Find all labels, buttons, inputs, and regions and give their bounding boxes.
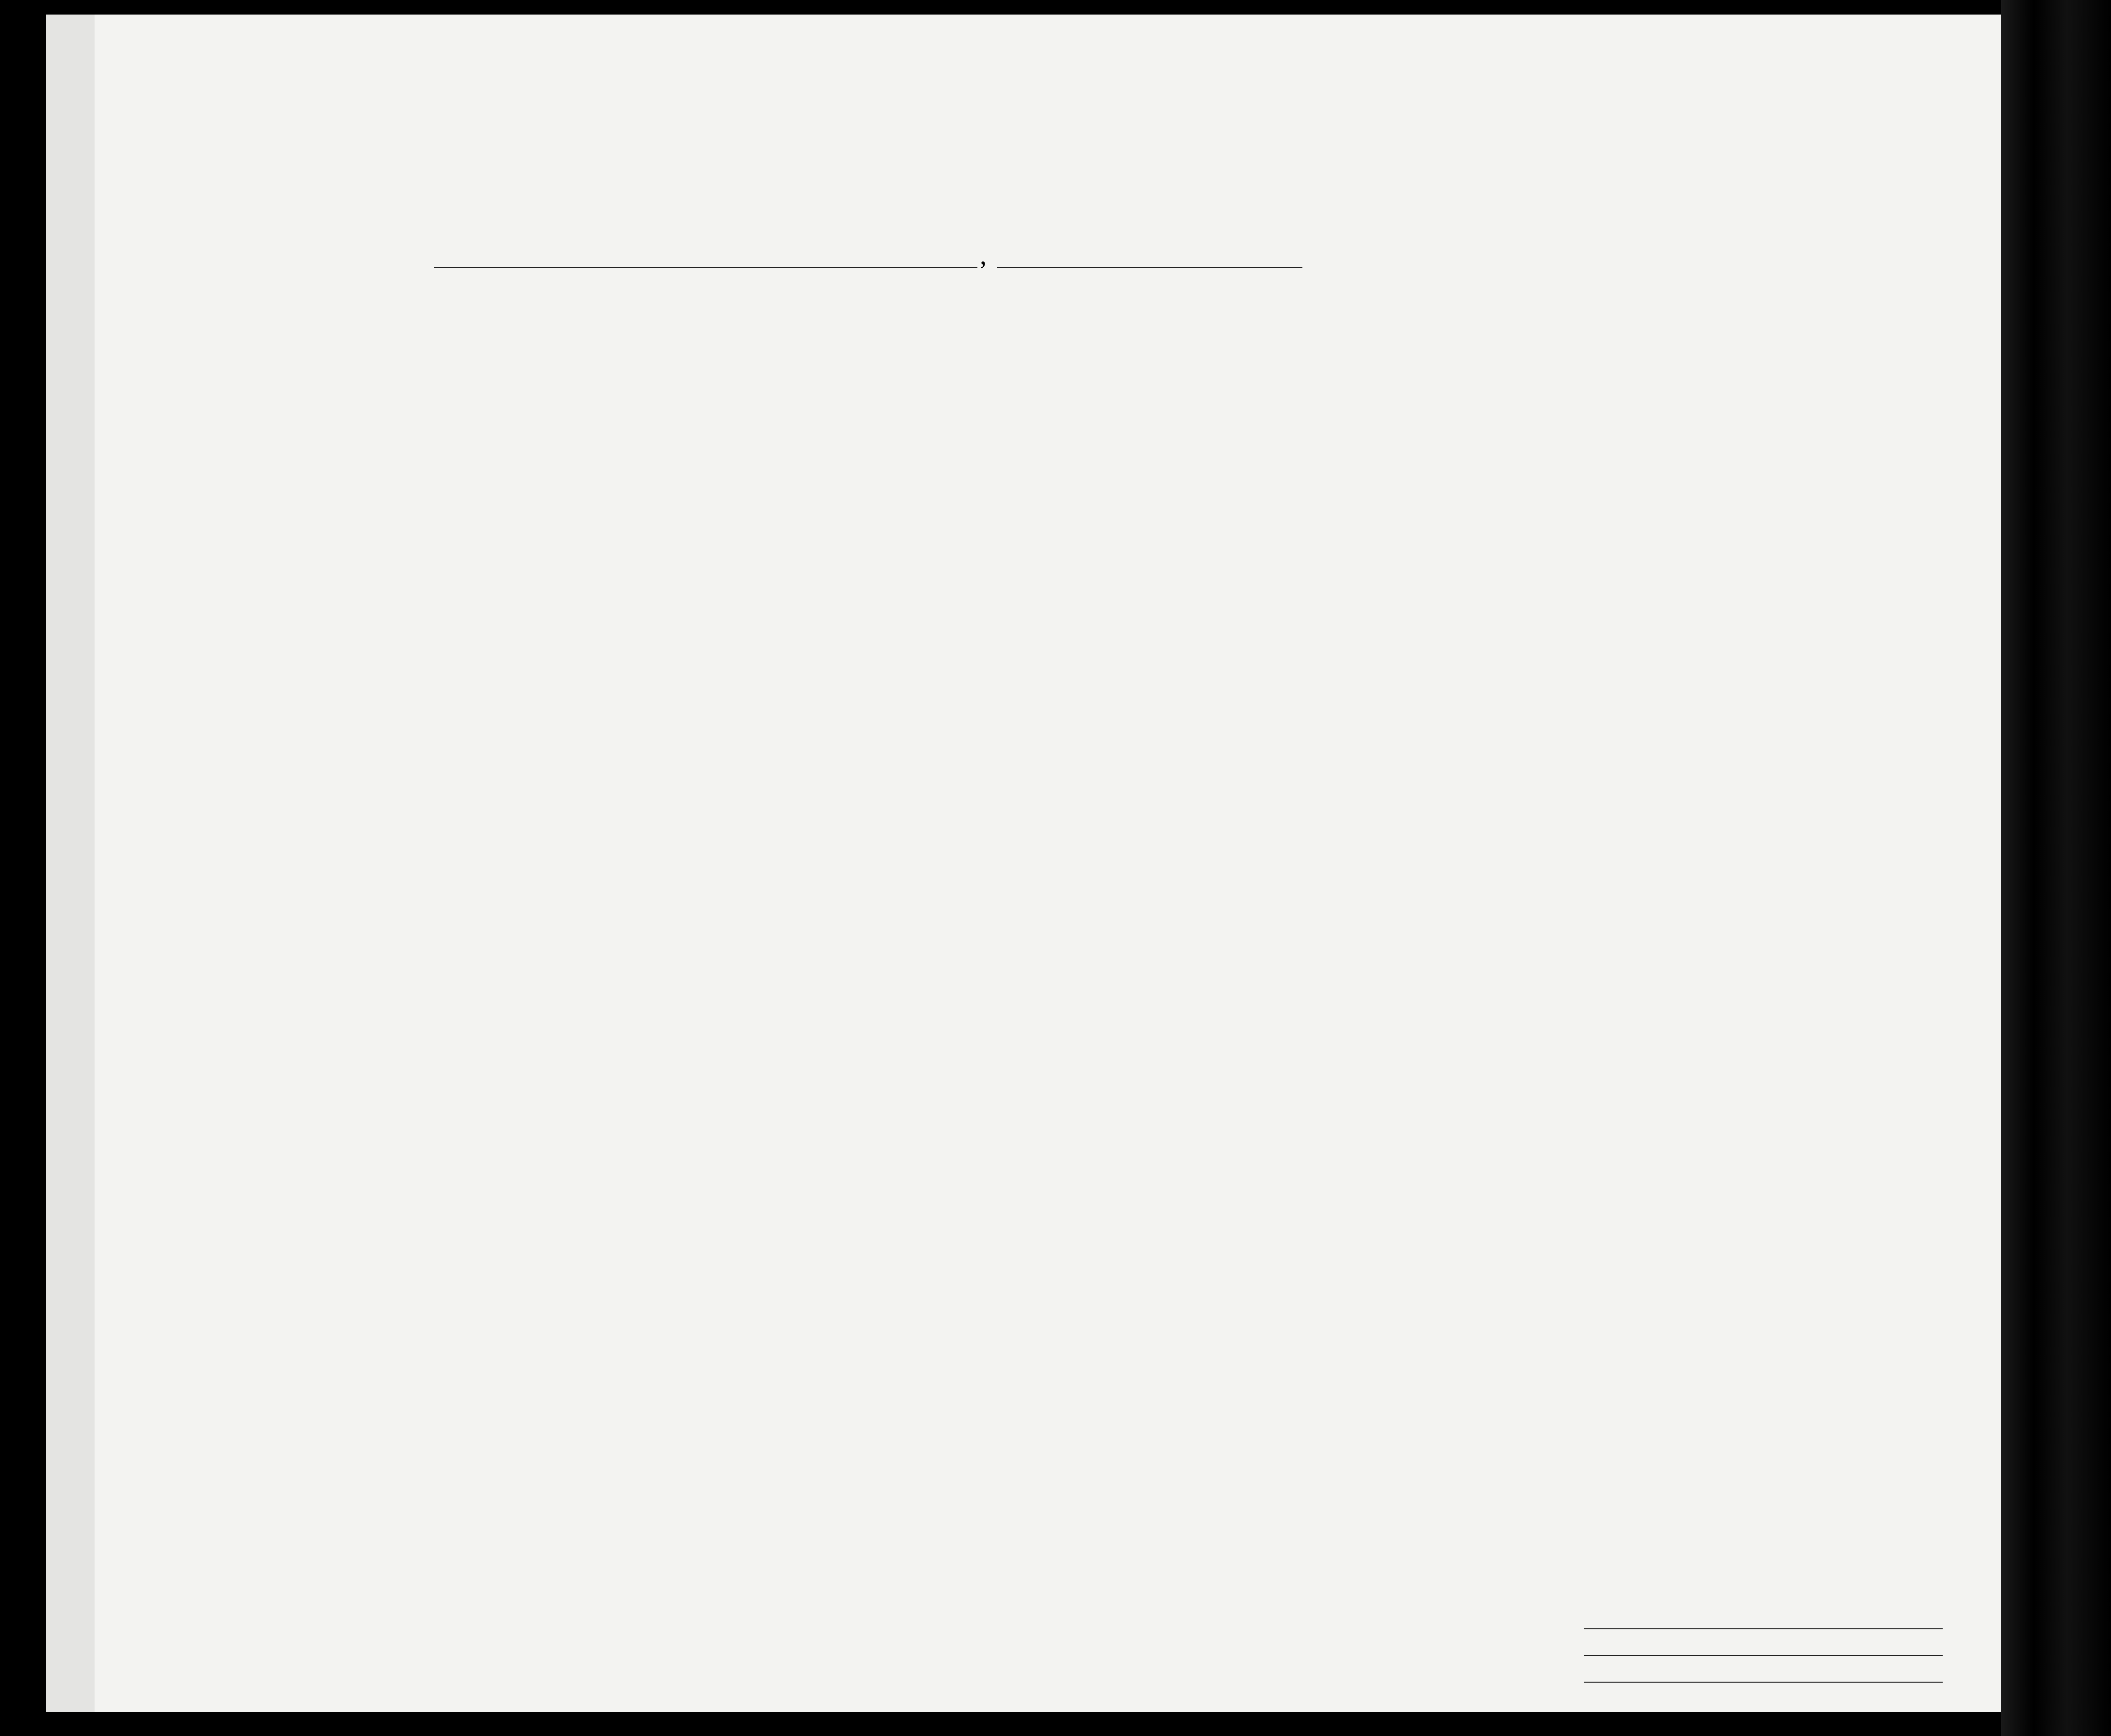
- header-excluded: [1526, 325, 1550, 451]
- reverse-side-bleed: [871, 863, 1501, 1445]
- header-return-intent: [1235, 357, 1260, 449]
- header-offer: [1494, 325, 1523, 451]
- header-length-stay: [1274, 357, 1299, 449]
- arrival-row: [192, 238, 1792, 272]
- owners-underline: [1584, 1655, 1943, 1656]
- header-prison: [1346, 325, 1375, 451]
- page-edge-shadow: [2001, 0, 2111, 1736]
- port-underline: [434, 267, 977, 268]
- comma: ,: [980, 241, 987, 271]
- line-underline: [1584, 1628, 1943, 1629]
- header-deported: [1552, 325, 1579, 451]
- manifest-sheet: [46, 15, 2001, 1712]
- header-advocate: [1441, 325, 1479, 451]
- date-underline: [997, 267, 1302, 268]
- agents-underline: [1584, 1682, 1943, 1683]
- header-citizen: [1313, 357, 1337, 449]
